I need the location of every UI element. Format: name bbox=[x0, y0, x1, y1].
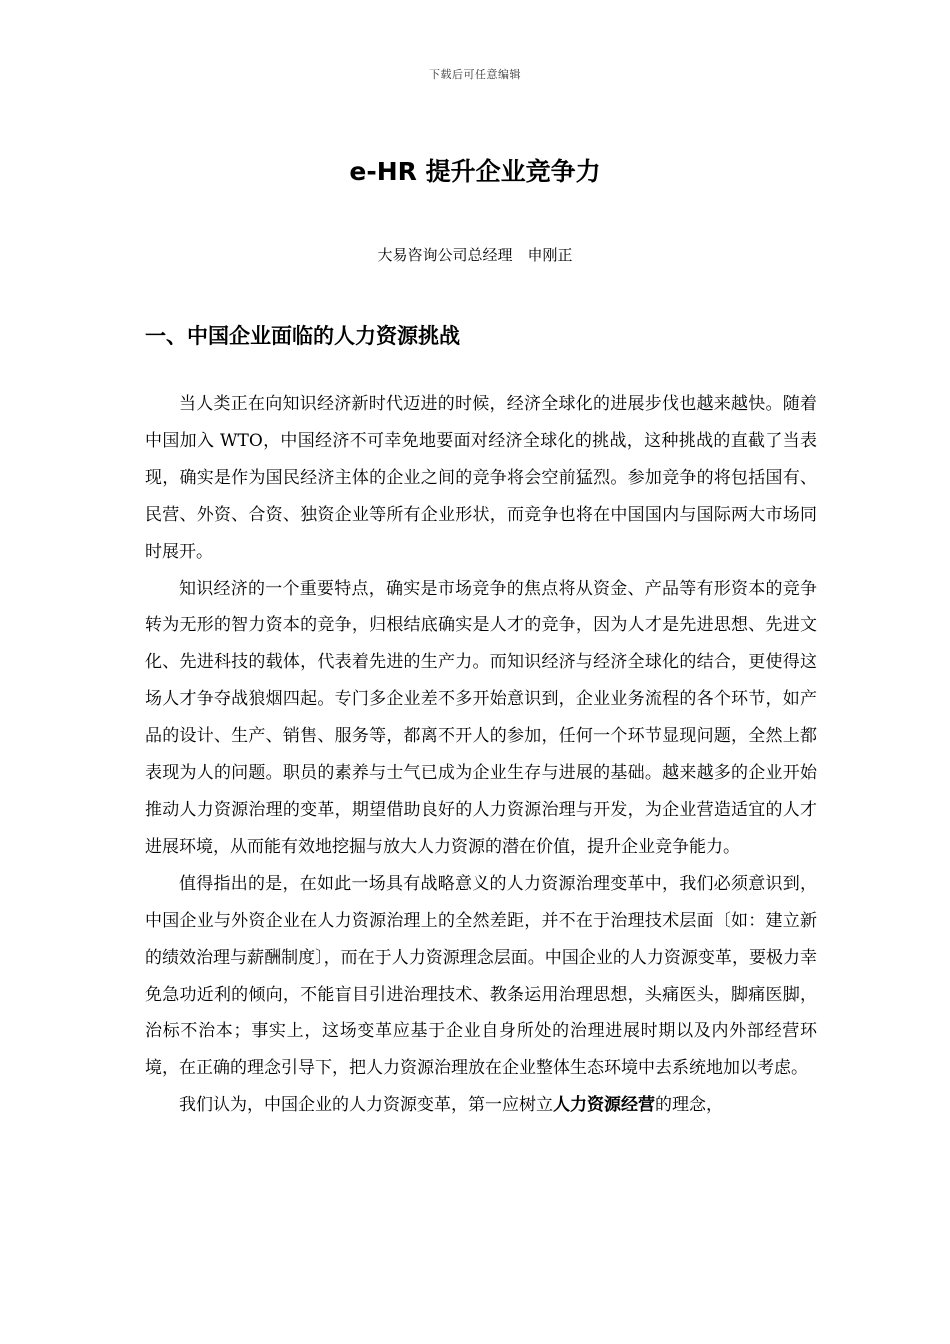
paragraph-4-text-start: 我们认为，中国企业的人力资源变革，第一应树立 bbox=[179, 1095, 553, 1116]
paragraph-4-text-end: 的理念， bbox=[655, 1095, 723, 1116]
emphasis-term: 人力资源经营 bbox=[553, 1095, 655, 1116]
author-line: 大易咨询公司总经理 申刚正 bbox=[377, 246, 573, 264]
document-title: e-HR 提升企业竞争力 bbox=[349, 157, 601, 186]
section-heading: 一、中国企业面临的人力资源挑战 bbox=[145, 324, 460, 348]
body-text bbox=[145, 386, 817, 1124]
header-note: 下载后可任意编辑 bbox=[429, 68, 521, 81]
paragraph-2: 知识经济的一个重要特点，确实是市场竞争的焦点将从资金、产品等有形资本的竞争转为无形的智力资本的竞争，归根结底确实是人才的竞争，因为人才是先进思想、先进文化、先进科技的载体，代表着先进的生产力。而知识经济与经济全球化的结合，更使得这场人才争夺战狼烟四起。专门多企业差不多开始意识到，企业业务流程的各个环节，如产品的设计、生产、销售、服务等，都离不开人的参加，任何一个环节显现问题，全然上都表现为人的问题。职员的素养与士气已成为企业生存与进展的基础。越来越多的企业开始推动人力资源治理的变革，期望借助良好的人力资源治理与开发，为企业营造适宜的人才进展环境，从而能有效地挖掘与放大人力资源的潜在价值，提升企业竞争能力。 bbox=[145, 578, 817, 857]
paragraph-4 bbox=[145, 1087, 817, 1124]
paragraph-3: 值得指出的是，在如此一场具有战略意义的人力资源治理变革中，我们必须意识到，中国企业与外资企业在人力资源治理上的全然差距，并不在于治理技术层面〔如：建立新的绩效治理与薪酬制度〕，而在于人力资源理念层面。中国企业的人力资源变革，要极力幸免急功近利的倾向，不能盲目引进治理技术、教条运用治理思想，头痛医头，脚痛医脚，治标不治本；事实上，这场变革应基于企业自身所处的治理进展时期以及内外部经营环境，在正确的理念引导下，把人力资源治理放在企业整体生态环境中去系统地加以考虑。 bbox=[145, 873, 817, 1079]
paragraph-1: 当人类正在向知识经济新时代迈进的时候，经济全球化的进展步伐也越来越快。随着中国加入 WTO，中国经济不可幸免地要面对经济全球化的挑战，这种挑战的直截了当表现，确实是作为国民经济主体的企业之间的竞争将会空前猛烈。参加竞争的将包括国有、民营、外资、合资、独资企业等所有企业形状，而竞争也将在中国国内与国际两大市场同时展开。 bbox=[145, 394, 817, 562]
